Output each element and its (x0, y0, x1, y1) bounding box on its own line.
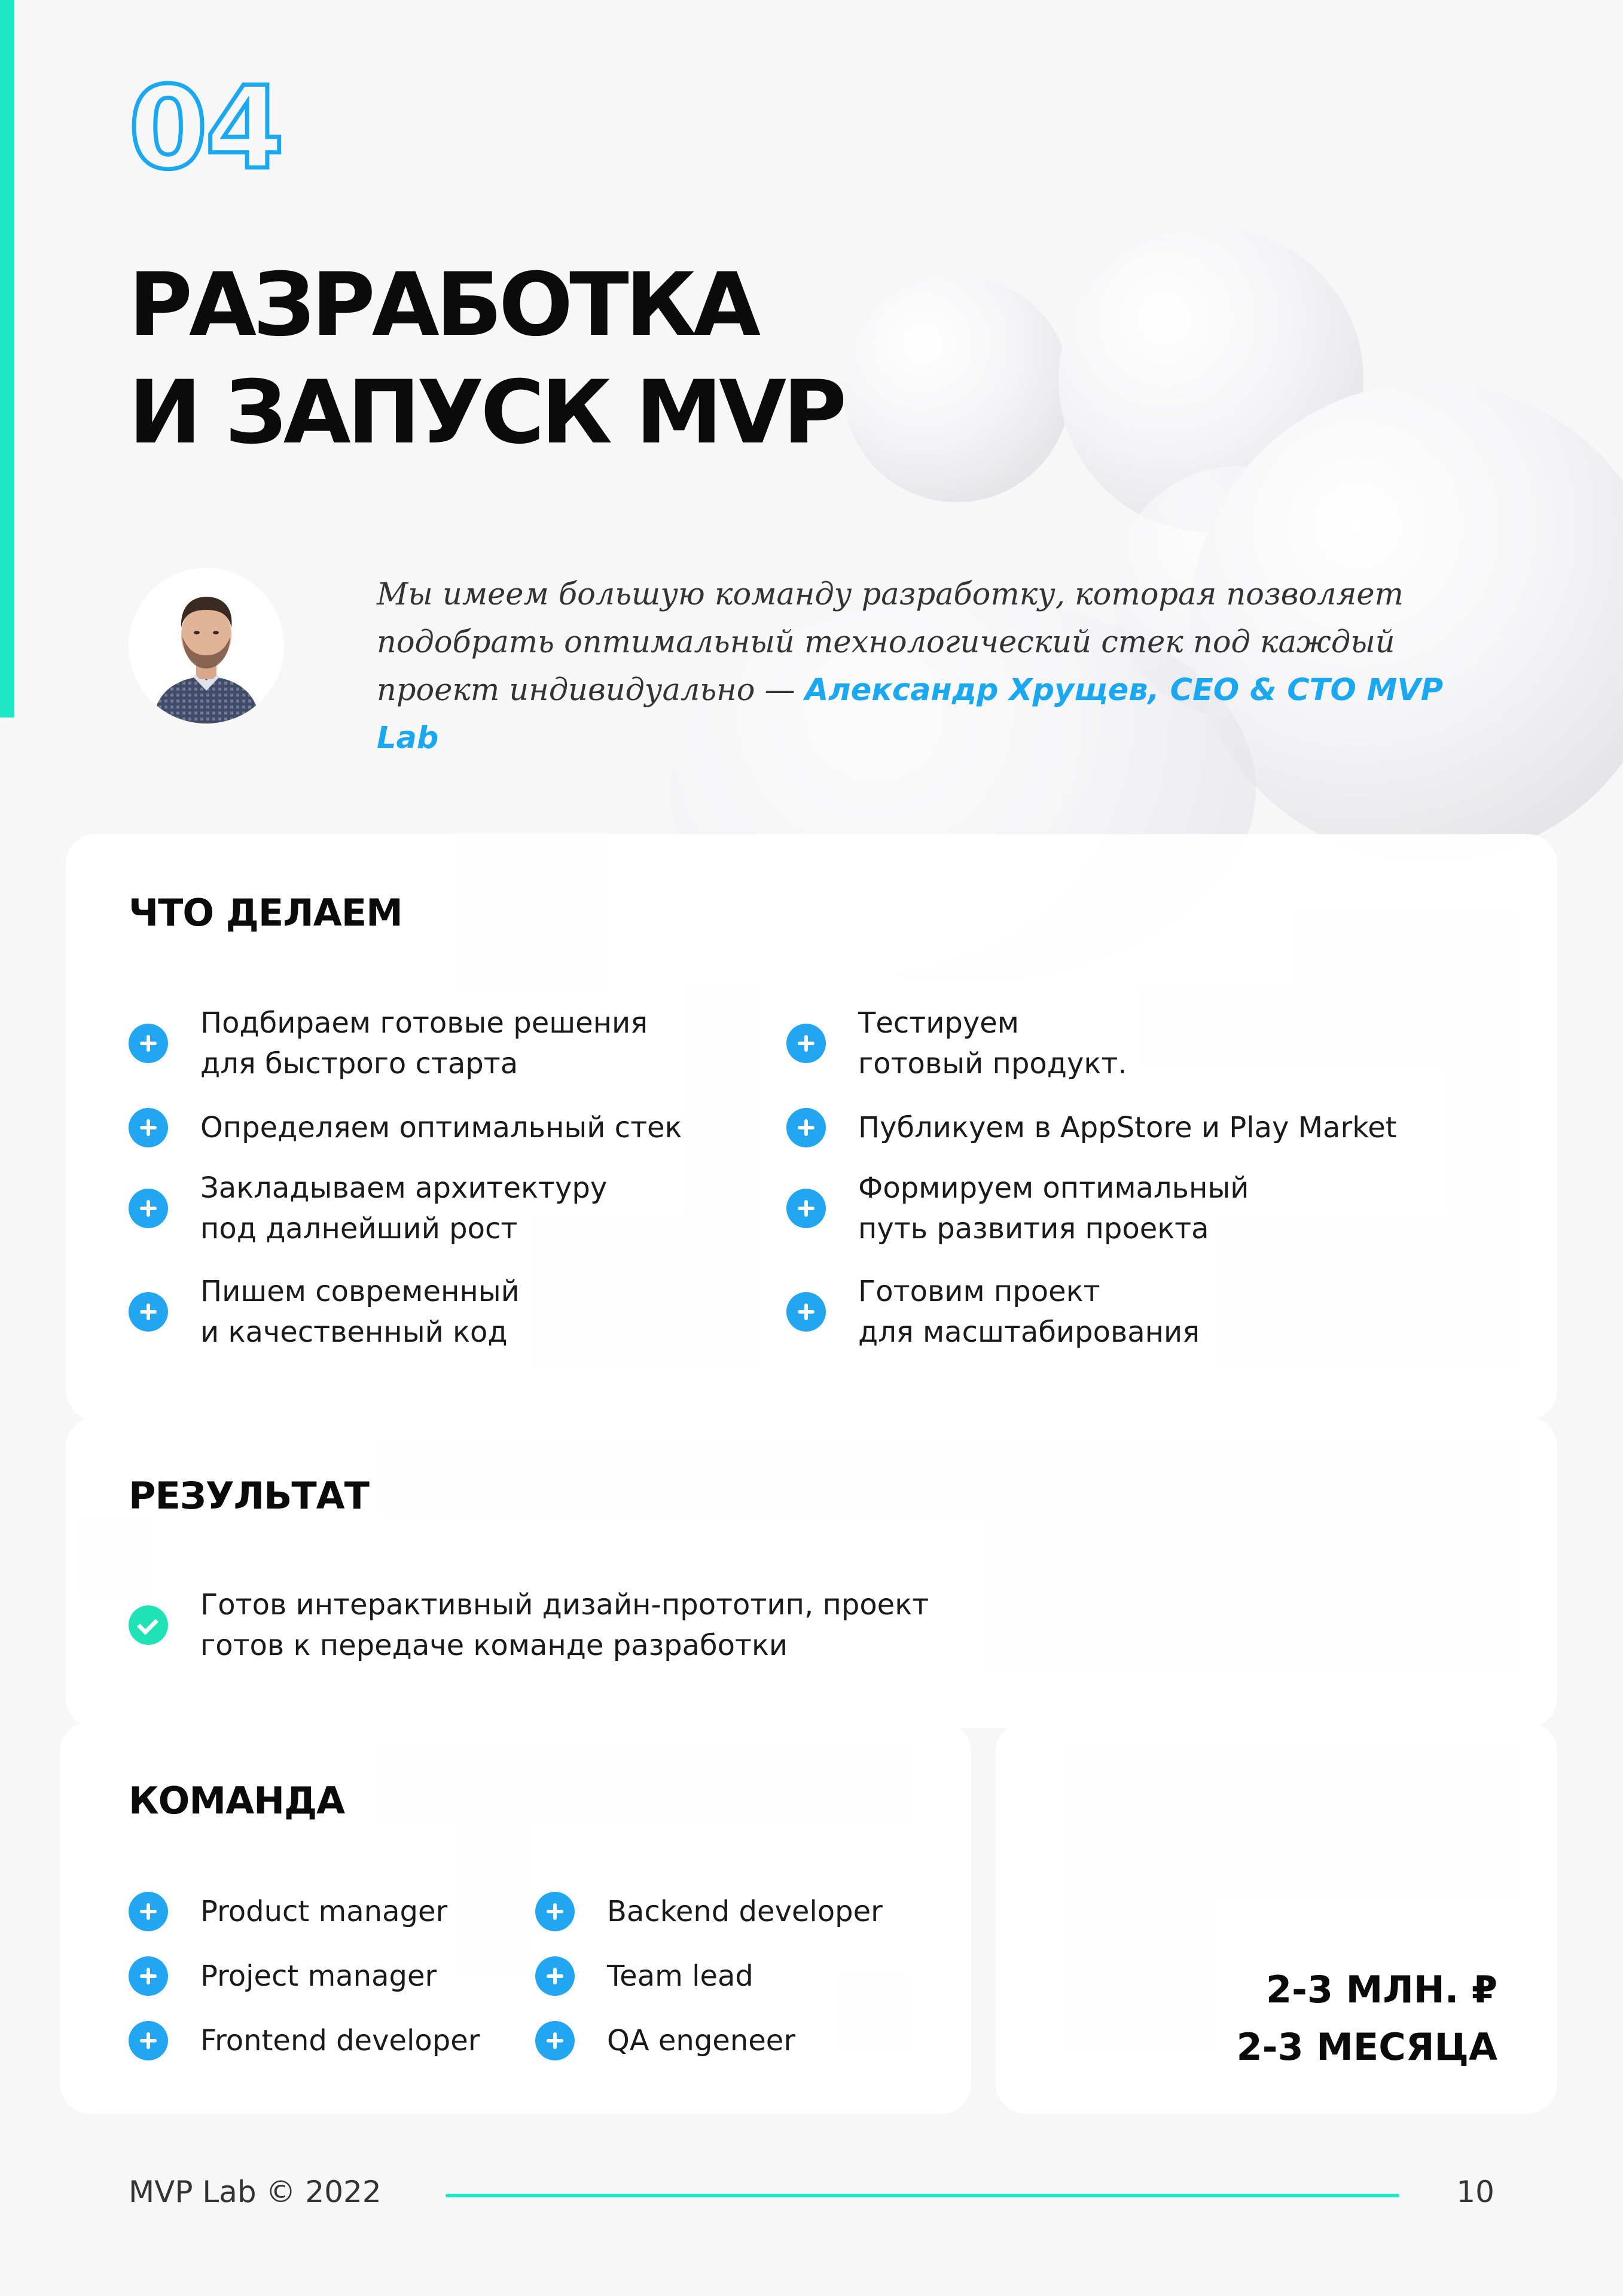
list-item-text: QA engeneer (607, 2024, 796, 2057)
list-item (535, 1956, 753, 1996)
list-item-text: Backend developer (607, 1895, 883, 1928)
ceo-quote (377, 571, 1483, 762)
list-item-text: Team lead (607, 1959, 753, 1993)
quote-text: Мы имеем большую команду разработку, которая позволяет подобрать оптимальный технологический стек под каждый проект индивидуально — (377, 577, 1404, 708)
list-item (129, 1956, 437, 1996)
list-item (129, 1584, 929, 1666)
accent-bar (0, 0, 14, 718)
list-item (535, 1891, 883, 1932)
plus-circle-icon (535, 2021, 575, 2060)
footer-divider (446, 2194, 1399, 2197)
team-heading: КОМАНДА (129, 1779, 345, 1822)
price-summary (1237, 1961, 1497, 2076)
list-item-text: Подбираем готовые решения (200, 1006, 648, 1040)
list-item-text: Определяем оптимальный стек (200, 1111, 682, 1144)
plus-circle-icon (535, 1956, 575, 1996)
list-item-text: Публикуем в AppStore и Play Market (858, 1111, 1397, 1144)
list-item (786, 1168, 1249, 1249)
plus-circle-icon (535, 1892, 575, 1931)
list-item-text: Формируем оптимальный (858, 1171, 1249, 1205)
list-item-text: Тестируем (858, 1006, 1020, 1040)
list-item-text: Product manager (200, 1895, 448, 1928)
list-item-text: Пишем современный (200, 1275, 520, 1308)
page-title-line: РАЗРАБОТКА (129, 254, 758, 356)
page-title-line: И ЗАПУСК MVP (129, 362, 844, 463)
list-item (129, 1271, 520, 1352)
price-duration: 2-3 МЕСЯЦА (1236, 2025, 1497, 2069)
what-we-do-card (66, 834, 1557, 1420)
decorative-sphere (843, 275, 1070, 502)
list-item-text: готовый продукт. (858, 1047, 1127, 1080)
page-number: 10 (1456, 2175, 1494, 2209)
page-title (129, 251, 843, 466)
list-item-text: Закладываем архитектуру (200, 1171, 608, 1205)
plus-circle-icon (129, 1292, 168, 1332)
list-item (129, 1003, 648, 1084)
list-item-text: для масштабирования (858, 1315, 1200, 1349)
list-item (129, 2020, 480, 2061)
person-photo-icon (129, 568, 284, 723)
author-avatar (129, 568, 284, 723)
list-item-text: Frontend developer (200, 2024, 480, 2057)
list-item (129, 1107, 682, 1148)
plus-circle-icon (129, 1892, 168, 1931)
list-item (535, 2020, 795, 2061)
plus-circle-icon (786, 1189, 826, 1228)
list-item (786, 1271, 1200, 1352)
list-item-text: и качественный код (200, 1315, 508, 1349)
plus-circle-icon (129, 1189, 168, 1228)
plus-circle-icon (129, 1024, 168, 1063)
list-item (129, 1891, 447, 1932)
check-circle-icon (129, 1605, 168, 1645)
list-item (786, 1107, 1397, 1148)
plus-circle-icon (129, 1956, 168, 1996)
plus-circle-icon (786, 1292, 826, 1332)
quote-author: Александр Хрущев, CEO & CTO MVP Lab (377, 673, 1444, 756)
list-item-text: под далнейший рост (200, 1212, 518, 1245)
plus-circle-icon (786, 1108, 826, 1147)
list-item-text: для быстрого старта (200, 1047, 518, 1080)
list-item-text: Готовим проект (858, 1275, 1100, 1308)
list-item-text: готов к передаче команде разработки (200, 1629, 788, 1662)
result-heading: РЕЗУЛЬТАТ (129, 1474, 369, 1518)
list-item (786, 1003, 1127, 1084)
plus-circle-icon (786, 1024, 826, 1063)
list-item-text: Project manager (200, 1959, 437, 1993)
list-item (129, 1168, 607, 1249)
price-cost: 2-3 МЛН. ₽ (1266, 1968, 1497, 2011)
list-item-text: Готов интерактивный дизайн-прототип, проект (200, 1588, 929, 1622)
footer-brand: MVP Lab © 2022 (129, 2175, 382, 2209)
plus-circle-icon (129, 1108, 168, 1147)
section-number: 04 (129, 62, 282, 194)
what-we-do-heading: ЧТО ДЕЛАЕМ (129, 891, 402, 935)
plus-circle-icon (129, 2021, 168, 2060)
list-item-text: путь развития проекта (858, 1212, 1209, 1245)
result-card (66, 1417, 1557, 1728)
team-card (60, 1722, 971, 2114)
